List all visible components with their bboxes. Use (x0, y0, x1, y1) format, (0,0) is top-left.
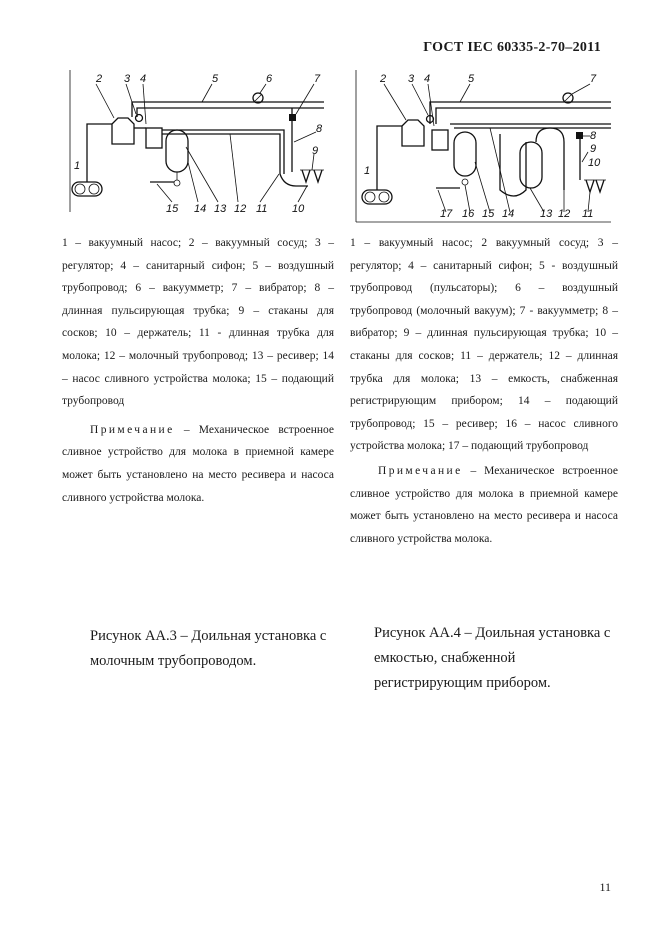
fig-label-16: 16 (462, 208, 475, 220)
vacuum-vessel-icon (112, 118, 134, 144)
pulsator-icon (576, 132, 583, 139)
document-header: ГОСТ IEC 60335-2-70–2011 (423, 40, 601, 55)
caption-left: Рисунок АА.3 – Доильная установка с молочным трубопроводом. (90, 628, 327, 669)
regulator-icon (136, 115, 143, 122)
receiver-icon (166, 130, 188, 186)
fig-label-10: 10 (588, 157, 601, 169)
vacuum-pump-icon (72, 182, 102, 196)
fig-label-12: 12 (234, 203, 247, 215)
fig-label-13: 13 (214, 203, 227, 215)
caption-right: Рисунок АА.4 – Доильная установка с емкостью, снабженной регистрирующим прибором. (374, 625, 611, 691)
fig-label-10: 10 (292, 203, 305, 215)
fig-label-4: 4 (140, 73, 147, 85)
teat-cups-icon (300, 170, 324, 182)
fig-label-14: 14 (194, 203, 207, 215)
note-label: Примечание (90, 423, 175, 436)
left-column (62, 232, 334, 521)
vacuum-vessel-icon (402, 120, 424, 146)
right-column (350, 232, 618, 562)
fig-label-17: 17 (440, 208, 453, 220)
fig-label-11: 11 (582, 208, 594, 220)
note-text: – Механическое встроенное сливное устройство для молока в приемной камере может быть установлено на место ресивера и насоса сливного устройства молока. (62, 423, 334, 504)
figure-milking-pipeline (62, 62, 332, 224)
fig-label-9: 9 (590, 143, 597, 155)
fig-label-14: 14 (502, 208, 515, 220)
note-right (350, 460, 618, 550)
vacuum-pump-icon (362, 190, 392, 204)
page-number: 11 (599, 880, 611, 894)
sanitary-trap-icon (146, 128, 162, 148)
fig-label-7: 7 (314, 73, 321, 85)
fig-label-1: 1 (364, 165, 371, 177)
recording-jar-icon (500, 128, 564, 196)
note-left (62, 419, 334, 509)
fig-label-3: 3 (124, 73, 131, 85)
fig-label-6: 6 (266, 73, 273, 85)
legend-right: 1 – вакуумный насос; 2 вакуумный сосуд; 3 – регулятор; 4 – санитарный сифон; 5 - воздушный трубопровод (пульсаторы); 6 – воздушный трубопровод (молочный вакуум); 7 - вакуумметр; 8 – вибратор; 9 – длинная пульсирующая трубка; 10 – стаканы для сосков; 11 – держатель; 12 – длинная трубка для молока; 13 – емкость, снабженная регистрирующим прибором; 14 – подающий трубопровод; 15 – ресивер; 16 – насос сливного устройства молока; 17 – подающий трубопровод (350, 237, 618, 453)
fig-label-15: 15 (482, 208, 495, 220)
teat-cups-icon (584, 180, 606, 192)
fig-label-9: 9 (312, 145, 319, 157)
fig-label-5: 5 (468, 73, 475, 85)
fig-label-2: 2 (96, 73, 103, 85)
fig-label-12: 12 (558, 208, 571, 220)
fig-label-15: 15 (166, 203, 179, 215)
fig-label-7: 7 (590, 73, 597, 85)
fig-label-8: 8 (316, 123, 323, 135)
fig-label-4: 4 (424, 73, 431, 85)
fig-label-5: 5 (212, 73, 219, 85)
note-label: Примечание (378, 464, 463, 477)
fig-label-3: 3 (408, 73, 415, 85)
receiver-icon (454, 132, 476, 176)
fig-label-1: 1 (74, 160, 81, 172)
fig-label-13: 13 (540, 208, 553, 220)
fig-label-2: 2 (380, 73, 387, 85)
legend-left: 1 – вакуумный насос; 2 – вакуумный сосуд; 3 – регулятор; 4 – санитарный сифон; 5 – воздушный трубопровод; 6 – вакуумметр; 7 – вибратор; 8 – длинная пульсирующая трубка; 9 – стаканы для сосков; 10 – держатель; 11 - длинная трубка для молока; 12 – молочный трубопровод; 13 – ресивер; 14 – насос сливного устройства молока; 15 – подающий трубопровод (62, 237, 334, 408)
sanitary-trap-icon (432, 130, 448, 150)
note-text: – Механическое встроенное сливное устройство для молока в приемной камере может быть установлено на место ресивера и насоса сливного устройства молока. (350, 464, 618, 545)
fig-label-8: 8 (590, 130, 597, 142)
figure-milking-recorder (350, 62, 611, 224)
fig-label-11: 11 (256, 203, 268, 215)
